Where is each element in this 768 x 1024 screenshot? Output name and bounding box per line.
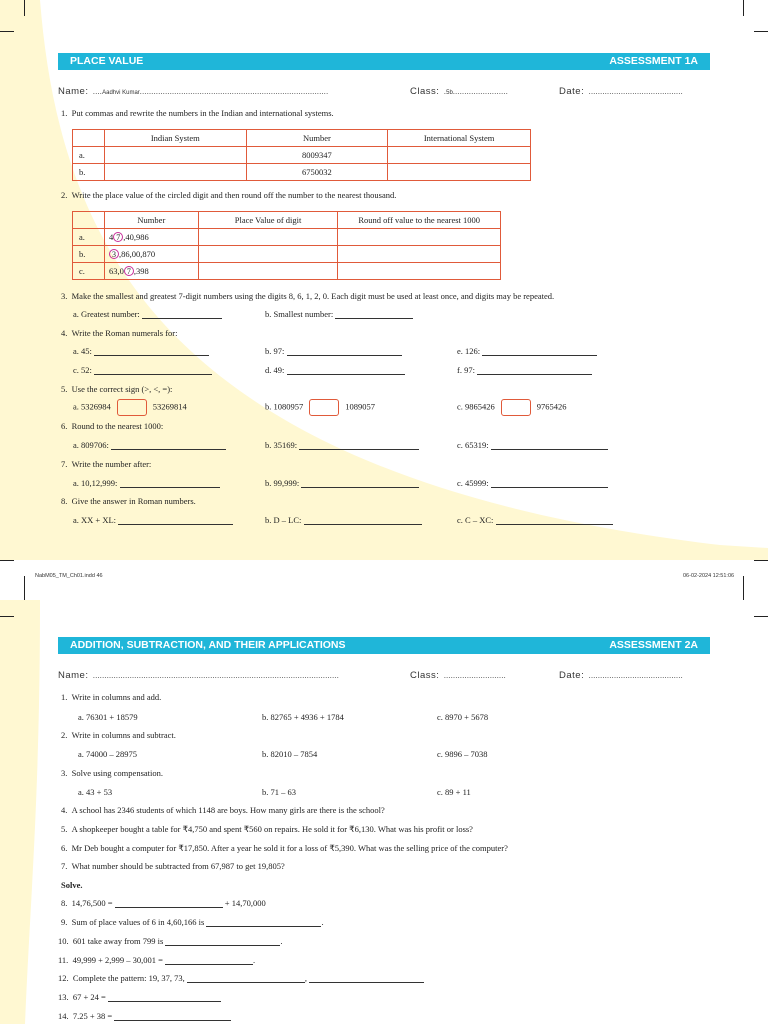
q8-b: b. D – LC: bbox=[265, 515, 422, 525]
q6-c: c. 65319: bbox=[457, 440, 608, 450]
answer-line[interactable] bbox=[301, 479, 419, 488]
s2-q8: 8. 14,76,500 = + 14,70,000 bbox=[61, 898, 266, 908]
answer-line[interactable] bbox=[304, 516, 422, 525]
col-place-value: Place Value of digit bbox=[198, 212, 338, 229]
col-indian-system: Indian System bbox=[104, 130, 246, 147]
sheet1-banner bbox=[58, 53, 710, 70]
sheet2-class-row bbox=[410, 670, 506, 681]
s2-q3-b: b. 71 – 63 bbox=[262, 787, 296, 797]
answer-line[interactable] bbox=[94, 347, 209, 356]
answer-line[interactable] bbox=[206, 918, 321, 927]
q4-e: e. 126: bbox=[457, 346, 597, 356]
crop-mark bbox=[754, 560, 768, 561]
col-international-system: International System bbox=[388, 130, 531, 147]
sign-box[interactable] bbox=[309, 399, 339, 416]
answer-line[interactable] bbox=[118, 516, 233, 525]
answer-line[interactable] bbox=[165, 937, 280, 946]
col-number: Number bbox=[104, 212, 198, 229]
crop-mark bbox=[743, 576, 744, 600]
answer-line[interactable] bbox=[482, 347, 597, 356]
answer-cell[interactable] bbox=[198, 229, 338, 246]
answer-line[interactable] bbox=[477, 366, 592, 375]
s2-q3-a: a. 43 + 53 bbox=[78, 787, 113, 797]
class-label: Class: bbox=[410, 86, 440, 97]
q4-c: c. 52: bbox=[73, 365, 212, 375]
answer-line[interactable] bbox=[491, 479, 608, 488]
q8-text: 8. Give the answer in Roman numbers. bbox=[61, 496, 196, 506]
sheet1-assessment-label: ASSESSMENT 1A bbox=[609, 55, 698, 67]
date-field[interactable]: ......................................... bbox=[586, 87, 683, 96]
print-timestamp: 06-02-2024 12:51:06 bbox=[683, 573, 735, 579]
sheet1-date-row bbox=[559, 86, 683, 97]
s2-q1-text: 1. Write in columns and add. bbox=[61, 692, 162, 702]
answer-line[interactable] bbox=[187, 974, 305, 983]
date-field[interactable]: ......................................... bbox=[586, 671, 683, 680]
answer-cell[interactable] bbox=[388, 147, 531, 164]
s2-q5-text: 5. A shopkeeper bought a table for ₹4,750 and spent ₹560 on repairs. He sold it for ₹6,130. What was his profit or loss? bbox=[61, 824, 473, 834]
q4-a: a. 45: bbox=[73, 346, 209, 356]
q7-text: 7. Write the number after: bbox=[61, 459, 152, 469]
table-row: b. 6750032 bbox=[73, 164, 531, 181]
q8-c: c. C – XC: bbox=[457, 515, 613, 525]
sheet2-title: ADDITION, SUBTRACTION, AND THEIR APPLICATIONS bbox=[70, 639, 346, 651]
sheet1-class-row: Class: .5b........................ bbox=[410, 86, 509, 97]
date-label: Date: bbox=[559, 86, 585, 97]
answer-cell[interactable] bbox=[338, 263, 501, 280]
solve-heading: Solve. bbox=[61, 880, 83, 890]
answer-line[interactable] bbox=[108, 993, 221, 1002]
answer-cell[interactable] bbox=[198, 246, 338, 263]
answer-line[interactable] bbox=[287, 366, 405, 375]
s2-q2-text: 2. Write in columns and subtract. bbox=[61, 730, 176, 740]
file-slug: NabM05_TM_Ch01.indd 46 bbox=[35, 573, 103, 579]
answer-line[interactable] bbox=[94, 366, 212, 375]
q7-a: a. 10,12,999: bbox=[73, 478, 220, 488]
sheet2-date-row bbox=[559, 670, 683, 681]
q3-b: b. Smallest number: bbox=[265, 309, 413, 319]
s2-q14: 14. 7.25 + 38 = bbox=[58, 1011, 231, 1021]
q8-a: a. XX + XL: bbox=[73, 515, 233, 525]
q1-text: 1. Put commas and rewrite the numbers in the Indian and international systems. bbox=[61, 108, 334, 118]
s2-q2-b: b. 82010 – 7854 bbox=[262, 749, 318, 759]
answer-line[interactable] bbox=[142, 310, 222, 319]
col-number: Number bbox=[246, 130, 388, 147]
answer-line[interactable] bbox=[115, 899, 223, 908]
sheet1-name-row: Name: ....Aadhvi Kumar.................................................................................. bbox=[58, 86, 329, 97]
s2-q1-b: b. 82765 + 4936 + 1784 bbox=[262, 712, 344, 722]
answer-line[interactable] bbox=[299, 441, 419, 450]
class-label: Class: bbox=[410, 670, 440, 681]
name-label: Name: bbox=[58, 670, 89, 681]
q1-table bbox=[72, 129, 531, 181]
circled-digit: 7 bbox=[124, 266, 134, 276]
answer-line[interactable] bbox=[496, 516, 613, 525]
name-label: Name: bbox=[58, 86, 89, 97]
s2-q13: 13. 67 + 24 = bbox=[58, 992, 221, 1002]
q4-text: 4. Write the Roman numerals for: bbox=[61, 328, 178, 338]
answer-cell[interactable] bbox=[338, 229, 501, 246]
q4-d: d. 49: bbox=[265, 365, 405, 375]
sheet1-title: PLACE VALUE bbox=[70, 55, 144, 67]
answer-cell[interactable] bbox=[338, 246, 501, 263]
s2-q3-text: 3. Solve using compensation. bbox=[61, 768, 163, 778]
sheet2-name-row bbox=[58, 670, 339, 681]
name-value[interactable]: Aadhvi Kumar bbox=[102, 90, 140, 96]
table-row: c. 63,0 7 ,398 bbox=[73, 263, 501, 280]
crop-mark bbox=[24, 576, 25, 600]
answer-line[interactable] bbox=[111, 441, 226, 450]
q5-b: b. 1080957 1089057 bbox=[265, 399, 375, 416]
answer-line[interactable] bbox=[120, 479, 220, 488]
q5-text: 5. Use the correct sign (>, <, =): bbox=[61, 384, 173, 394]
sheet2-assessment-label: ASSESSMENT 2A bbox=[609, 639, 698, 651]
s2-q2-c: c. 9896 – 7038 bbox=[437, 749, 488, 759]
s2-q2-a: a. 74000 – 28975 bbox=[78, 749, 138, 759]
crop-mark bbox=[743, 0, 744, 16]
answer-line[interactable] bbox=[335, 310, 413, 319]
col-round-off: Round off value to the nearest 1000 bbox=[338, 212, 501, 229]
q3-a: a. Greatest number: bbox=[73, 309, 222, 319]
q7-c: c. 45999: bbox=[457, 478, 608, 488]
answer-line[interactable] bbox=[165, 956, 253, 965]
q5-c: c. 9865426 9765426 bbox=[457, 399, 567, 416]
s2-q10: 10. 601 take away from 799 is . bbox=[58, 936, 283, 946]
answer-cell[interactable] bbox=[104, 164, 246, 181]
answer-cell[interactable] bbox=[388, 164, 531, 181]
q2-text: 2. Write the place value of the circled digit and then round off the number to the nearest thousand. bbox=[61, 190, 397, 200]
answer-cell[interactable] bbox=[198, 263, 338, 280]
q4-b: b. 97: bbox=[265, 346, 402, 356]
s2-q11: 11. 49,999 + 2,999 – 30,001 = . bbox=[58, 955, 256, 965]
sign-box[interactable] bbox=[501, 399, 531, 416]
crop-mark bbox=[754, 616, 768, 617]
table-row: a. 8009347 bbox=[73, 147, 531, 164]
answer-line[interactable] bbox=[114, 1012, 231, 1021]
q7-b: b. 99,999: bbox=[265, 478, 419, 488]
answer-cell[interactable] bbox=[104, 147, 246, 164]
s2-q9: 9. Sum of place values of 6 in 4,60,166 is . bbox=[61, 917, 324, 927]
sign-box[interactable] bbox=[117, 399, 147, 416]
q6-b: b. 35169: bbox=[265, 440, 419, 450]
s2-q4-text: 4. A school has 2346 students of which 1148 are boys. How many girls are there is the school? bbox=[61, 805, 385, 815]
s2-q6-text: 6. Mr Deb bought a computer for ₹17,850. After a year he sold it for a loss of ₹5,390. What was the selling price of the computer? bbox=[61, 843, 508, 853]
name-field[interactable]: ........................................................................................................... bbox=[90, 671, 340, 680]
q3-text: 3. Make the smallest and greatest 7-digit numbers using the digits 8, 6, 1, 2, 0. Each digit must be used at least once, and digits may be repeated. bbox=[61, 291, 555, 301]
s2-q3-c: c. 89 + 11 bbox=[437, 787, 471, 797]
answer-line[interactable] bbox=[309, 974, 424, 983]
crop-mark bbox=[0, 31, 14, 32]
answer-line[interactable] bbox=[287, 347, 402, 356]
crop-mark bbox=[0, 560, 14, 561]
s2-q1-c: c. 8970 + 5678 bbox=[437, 712, 489, 722]
circled-digit: 7 bbox=[113, 232, 123, 242]
date-label: Date: bbox=[559, 670, 585, 681]
q5-a: a. 5326984 53269814 bbox=[73, 399, 187, 416]
class-value[interactable]: 5b bbox=[446, 90, 453, 96]
circled-digit: 3 bbox=[109, 249, 119, 259]
crop-mark bbox=[0, 616, 14, 617]
q6-a: a. 809706: bbox=[73, 440, 226, 450]
answer-line[interactable] bbox=[491, 441, 608, 450]
q4-f: f. 97: bbox=[457, 365, 592, 375]
s2-q7-text: 7. What number should be subtracted from 67,987 to get 19,805? bbox=[61, 861, 285, 871]
sheet2-banner bbox=[58, 637, 710, 654]
s2-q1-a: a. 76301 + 18579 bbox=[78, 712, 138, 722]
table-row: b. 3 ,86,00,870 bbox=[73, 246, 501, 263]
class-field[interactable]: ........................... bbox=[441, 671, 506, 680]
s2-q12: 12. Complete the pattern: 19, 37, 73, , bbox=[58, 973, 424, 983]
q6-text: 6. Round to the nearest 1000: bbox=[61, 421, 164, 431]
crop-mark bbox=[754, 31, 768, 32]
table-row: a. 4 7 ,40,986 bbox=[73, 229, 501, 246]
crop-mark bbox=[24, 0, 25, 16]
q2-table bbox=[72, 211, 501, 280]
